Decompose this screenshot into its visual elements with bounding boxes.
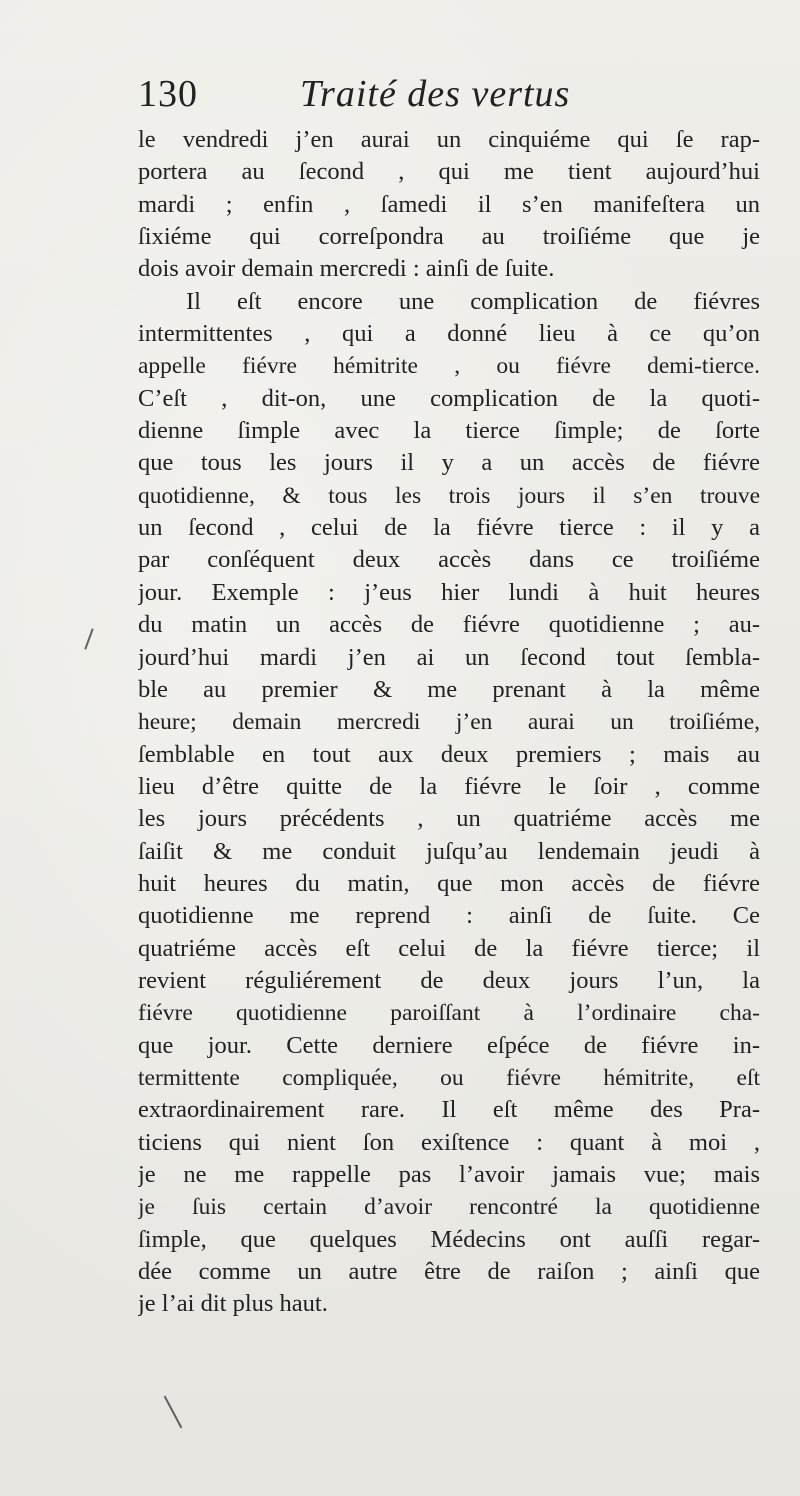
page-header: [138, 72, 608, 120]
text-line: ſixiéme qui correſpondra au troiſiéme que je: [138, 223, 760, 251]
text-line: Il eſt encore une complication de fiévres: [186, 287, 760, 315]
text-line: par conſéquent deux accès dans ce troiſiéme: [138, 546, 760, 574]
text-line: je ne me rappelle pas l’avoir jamais vue; mais: [138, 1161, 760, 1188]
text-line: jourd’hui mardi j’en ai un ſecond tout ſembla-: [138, 643, 760, 671]
body-text: [138, 124, 760, 1321]
text-line: extraordinairement rare. Il eſt même des Pra-: [138, 1096, 760, 1124]
text-line: intermittentes , qui a donné lieu à ce qu’on: [138, 320, 760, 348]
page-number: 130: [138, 73, 198, 115]
text-line: ticiens qui nient ſon exiſtence : quant à moi ,: [138, 1128, 760, 1156]
text-line: C’eſt , dit-on, une complication de la quoti-: [138, 384, 760, 412]
text-line: quatriéme accès eſt celui de la fiévre tierce; il: [138, 934, 760, 962]
text-line: lieu d’être quitte de la fiévre le ſoir , comme: [138, 772, 760, 800]
text-line: que tous les jours il y a un accès de fiévre: [138, 449, 760, 477]
text-line: ſimple, que quelques Médecins ont auſſi regar-: [138, 1225, 760, 1253]
text-line: du matin un accès de fiévre quotidienne ; au-: [138, 611, 760, 639]
text-line: portera au ſecond , qui me tient aujourd’hui: [138, 158, 760, 186]
text-line: revient réguliérement de deux jours l’un, la: [138, 966, 760, 994]
running-title: Traité des vertus: [300, 73, 571, 115]
text-line: heure; demain mercredi j’en aurai un troiſiéme,: [138, 709, 760, 736]
margin-mark: [164, 1396, 183, 1429]
text-line: ſaiſit & me conduit juſqu’au lendemain jeudi à: [138, 837, 760, 865]
text-line: quotidienne me reprend : ainſi de ſuite. Ce: [138, 902, 760, 930]
text-line: un ſecond , celui de la fiévre tierce : il y a: [138, 514, 760, 542]
text-line: les jours précédents , un quatriéme accès me: [138, 805, 760, 833]
text-line: ſemblable en tout aux deux premiers ; mais au: [138, 740, 760, 768]
text-line: je l’ai dit plus haut.: [138, 1290, 328, 1318]
text-line: je ſuis certain d’avoir rencontré la quotidienne: [138, 1194, 760, 1221]
text-line: termittente compliquée, ou fiévre hémitrite, eſt: [138, 1064, 760, 1091]
margin-mark: [84, 628, 93, 649]
text-line: jour. Exemple : j’eus hier lundi à huit heures: [138, 578, 760, 606]
text-line: dée comme un autre être de raiſon ; ainſi que: [138, 1258, 760, 1286]
text-line: appelle fiévre hémitrite , ou fiévre demi-tierce.: [138, 353, 760, 380]
text-line: dois avoir demain mercredi : ainſi de ſuite.: [138, 255, 555, 283]
text-line: huit heures du matin, que mon accès de fiévre: [138, 869, 760, 897]
text-line: le vendredi j’en aurai un cinquiéme qui ſe rap-: [138, 126, 760, 153]
text-line: dienne ſimple avec la tierce ſimple; de ſorte: [138, 417, 760, 445]
text-line: ble au premier & me prenant à la même: [138, 675, 760, 703]
text-line: que jour. Cette derniere eſpéce de fiévre in-: [138, 1031, 760, 1059]
text-line: fiévre quotidienne paroiſſant à l’ordinaire cha-: [138, 1000, 760, 1027]
text-line: quotidienne, & tous les trois jours il s’en trouve: [138, 482, 760, 509]
text-line: mardi ; enfin , ſamedi il s’en manifeſtera un: [138, 190, 760, 218]
